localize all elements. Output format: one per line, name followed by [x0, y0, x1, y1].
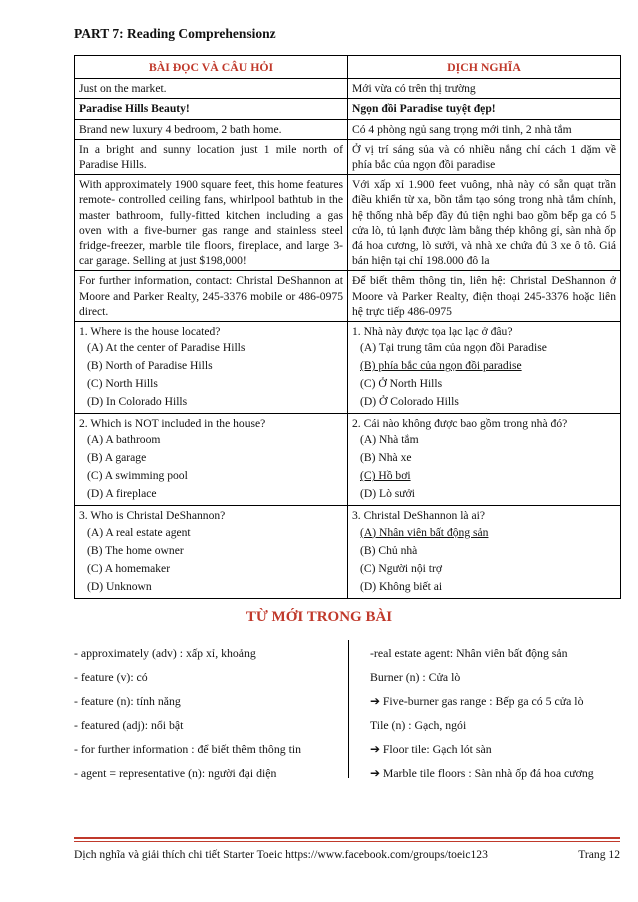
option-d: (D) Không biết ai: [360, 579, 443, 593]
vocab-item: ➔ Marble tile floors : Sàn nhà ốp đá hoa cương: [370, 766, 594, 780]
passage-en-1: Just on the market.: [75, 79, 348, 99]
option-c-answer: (C) Hồ bơi: [360, 469, 411, 483]
passage-row-2: [75, 99, 621, 119]
option-a: (A) At the center of Paradise Hills: [87, 341, 246, 355]
question-row-3: [75, 506, 621, 598]
vocab-item: - for further information : để biết thêm thông tin: [74, 742, 302, 756]
passage-en-3: Brand new luxury 4 bedroom, 2 bath home.: [75, 119, 348, 139]
question-text: 1. Nhà này được tọa lạc lạc ở đâu?: [352, 325, 513, 339]
table-header-row: [75, 56, 621, 79]
vocab-item: ➔ Floor tile: Gạch lót sàn: [370, 742, 492, 756]
option-d: (D) Ở Colorado Hills: [360, 395, 459, 409]
option-a: (A) A real estate agent: [87, 525, 191, 539]
option-b: (B) A garage: [87, 451, 147, 465]
vocab-item: Tile (n) : Gạch, ngói: [370, 718, 467, 732]
option-d: (D) Lò sưởi: [360, 487, 415, 501]
vocab-item: Burner (n) : Cửa lò: [370, 670, 461, 684]
option-b: (B) The home owner: [87, 543, 184, 557]
option-b-answer: (B) phía bắc của ngọn đồi paradise: [360, 359, 522, 373]
option-a: (A) Tại trung tâm của ngọn đồi Paradise: [360, 341, 547, 355]
question-text: 2. Cái nào không được bao gồm trong nhà đó?: [352, 417, 568, 431]
vocab-item: - featured (adj): nổi bật: [74, 718, 184, 732]
question-en-1: [75, 322, 348, 414]
passage-row-1: [75, 79, 621, 99]
passage-vi-4: Ở vị trí sáng sủa và có nhiều nắng chỉ cách 1 dặm về phía bắc của ngọn đồi paradise: [348, 139, 621, 174]
reading-table: [74, 55, 621, 599]
option-c: (C) Ở North Hills: [360, 377, 443, 391]
option-b: (B) Chủ nhà: [360, 543, 418, 557]
passage-row-3: [75, 119, 621, 139]
vocab-item: - feature (v): có: [74, 670, 148, 684]
question-text: 2. Which is NOT included in the house?: [79, 417, 266, 431]
question-vi-2: [348, 414, 621, 506]
passage-row-6: [75, 271, 621, 322]
question-text: 3. Christal DeShannon là ai?: [352, 509, 485, 523]
option-a-answer: (A) Nhân viên bất động sản: [360, 525, 489, 539]
passage-en-5: With approximately 1900 square feet, this home features remote- controlled ceiling fans, whirlpool bathtub in the master bathroom, fully-fitted kitchen including a gas oven with a five-burner gas range and stainless steel fridge-freezer, marble tile floors, fireplace, and large 3-car garage. Selling at just $198,000!: [75, 175, 348, 271]
option-c: (C) Người nội trợ: [360, 561, 442, 575]
question-row-1: [75, 322, 621, 414]
question-text: 3. Who is Christal DeShannon?: [79, 509, 226, 523]
footer-text: Dịch nghĩa và giải thích chi tiết Starter Toeic https://www.facebook.com/groups/toeic123: [74, 848, 488, 861]
option-d: (D) A fireplace: [87, 487, 157, 501]
passage-row-5: [75, 175, 621, 271]
question-vi-3: [348, 506, 621, 598]
footer-rule: [74, 837, 620, 839]
header-left: BÀI ĐỌC VÀ CÂU HỎI: [75, 56, 348, 79]
question-vi-1: [348, 322, 621, 414]
part-title: PART 7: Reading Comprehensionz: [74, 26, 276, 41]
option-a: (A) A bathroom: [87, 433, 161, 447]
vocab-title: TỪ MỚI TRONG BÀI: [245, 609, 393, 625]
option-c: (C) A swimming pool: [87, 469, 188, 483]
passage-vi-1: Mới vừa có trên thị trường: [348, 79, 621, 99]
option-d: (D) Unknown: [87, 579, 152, 593]
question-row-2: [75, 414, 621, 506]
passage-vi-2: Ngọn đồi Paradise tuyệt đẹp!: [348, 99, 621, 119]
option-c: (C) A homemaker: [87, 561, 171, 575]
question-en-3: [75, 506, 348, 598]
option-a: (A) Nhà tắm: [360, 433, 419, 447]
option-c: (C) North Hills: [87, 377, 158, 391]
passage-en-2: Paradise Hills Beauty!: [75, 99, 348, 119]
page-number: Trang 12: [578, 848, 620, 861]
option-d: (D) In Colorado Hills: [87, 395, 188, 409]
passage-row-4: [75, 139, 621, 174]
passage-en-6: For further information, contact: Christal DeShannon at Moore and Parker Realty, 245-3376 mobile or 486-0975 direct.: [75, 271, 348, 322]
footer-rule-thin: [74, 841, 620, 842]
passage-vi-6: Để biết thêm thông tin, liên hệ: Christal DeShannon ở Moore và Parker Realty, điện thoại 245-3376 hoặc liên hệ trực tiếp 486-0975: [348, 271, 621, 322]
vocab-item: - feature (n): tính năng: [74, 694, 181, 708]
passage-en-4: In a bright and sunny location just 1 mile north of Paradise Hills.: [75, 139, 348, 174]
vocab-left-column: [74, 644, 346, 788]
option-b: (B) Nhà xe: [360, 451, 412, 465]
vocab-right-column: [370, 644, 630, 788]
header-right: DỊCH NGHĨA: [348, 56, 621, 79]
question-en-2: [75, 414, 348, 506]
vocab-item: ➔ Five-burner gas range : Bếp ga có 5 cửa lò: [370, 694, 584, 708]
passage-vi-5: Với xấp xỉ 1.900 feet vuông, nhà này có sẵn quạt trần điều khiển từ xa, bồn tắm tạo sóng trong nhà tắm chính, hệ thống nhà bếp đầy đủ tiện nghi bao gồm bếp ga có 5 cửa lò, tủ lạnh được làm bằng thép không gỉ, sàn nhà ốp đá hoa cương, lò sưởi, và nhà xe chứa đủ 3 xe ô tô. Giá bán hiện tại chỉ 198.000 đô la: [348, 175, 621, 271]
option-b: (B) North of Paradise Hills: [87, 359, 213, 373]
passage-vi-3: Có 4 phòng ngủ sang trọng mới tinh, 2 nhà tắm: [348, 119, 621, 139]
vocab-divider: [348, 640, 349, 778]
vocab-item: - agent = representative (n): người đại diện: [74, 766, 277, 780]
question-text: 1. Where is the house located?: [79, 325, 221, 339]
vocab-item: - approximately (adv) : xấp xỉ, khoảng: [74, 646, 256, 660]
vocab-item: -real estate agent: Nhân viên bất động sản: [370, 646, 568, 660]
